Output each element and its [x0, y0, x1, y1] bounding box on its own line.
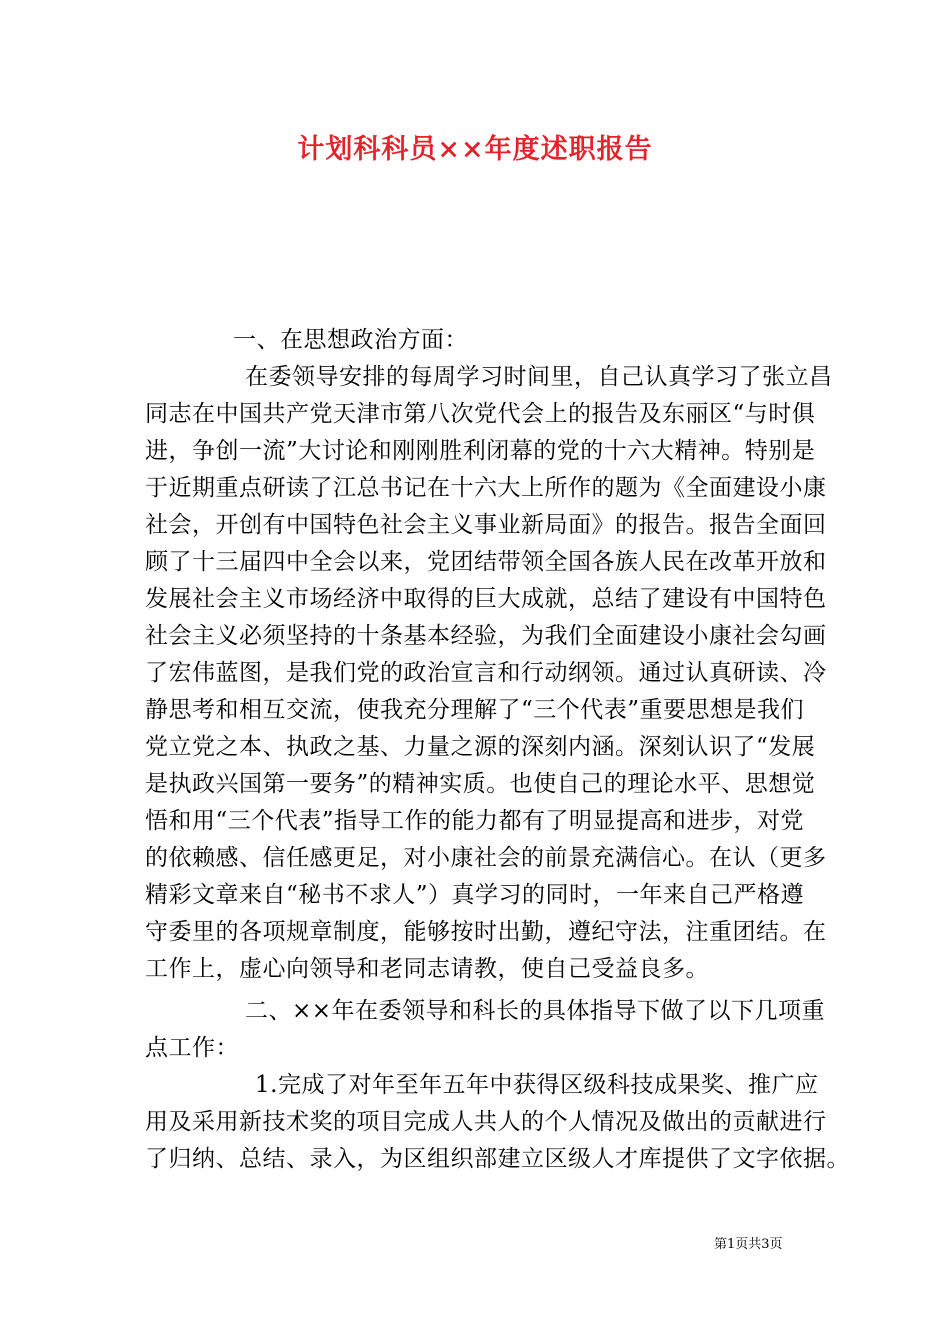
list-item-line: 了归纳、总结、录入，为区组织部建立区级人才库提供了文字依据。: [145, 1146, 850, 1172]
section-heading-2: 二、××年在委领导和科长的具体指导下做了以下几项重: [245, 998, 826, 1024]
section-heading-2-cont: 点工作：: [145, 1035, 239, 1061]
paragraph-line: 顾了十三届四中全会以来，党团结带领全国各族人民在改革开放和: [145, 549, 827, 575]
paragraph-line: 社会主义必须坚持的十条基本经验，为我们全面建设小康社会勾画: [145, 623, 827, 649]
paragraph-line: 悟和用“三个代表”指导工作的能力都有了明显提高和进步，对党: [145, 808, 805, 834]
paragraph-line: 于近期重点研读了江总书记在十六大上所作的题为《全面建设小康: [145, 475, 827, 501]
paragraph-line: 社会，开创有中国特色社会主义事业新局面》的报告。报告全面回: [145, 512, 827, 538]
paragraph-line: 进，争创一流”大讨论和刚刚胜利闭幕的党的十六大精神。特别是: [145, 438, 816, 464]
list-item-line: 1.完成了对年至年五年中获得区级科技成果奖、推广应: [255, 1072, 819, 1098]
paragraph-line: 精彩文章来自“秘书不求人”）真学习的同时，一年来自己严格遵: [145, 882, 805, 908]
document-title: 计划科科员××年度述职报告: [297, 134, 653, 165]
section-heading-1: 一、在思想政治方面：: [233, 327, 468, 353]
paragraph-line: 的依赖感、信任感更足，对小康社会的前景充满信心。在认（更多: [145, 845, 827, 871]
paragraph-line: 在委领导安排的每周学习时间里，自己认真学习了张立昌: [245, 364, 833, 390]
paragraph-line: 党立党之本、执政之基、力量之源的深刻内涵。深刻认识了“发展: [145, 734, 816, 760]
paragraph-line: 同志在中国共产党天津市第八次党代会上的报告及东丽区“与时俱: [145, 401, 816, 427]
paragraph-line: 发展社会主义市场经济中取得的巨大成就，总结了建设有中国特色: [145, 586, 827, 612]
paragraph-line: 了宏伟蓝图，是我们党的政治宣言和行动纲领。通过认真研读、冷: [145, 660, 827, 686]
list-item-line: 用及采用新技术奖的项目完成人共人的个人情况及做出的贡献进行: [145, 1109, 827, 1135]
paragraph-line: 静思考和相互交流，使我充分理解了“三个代表”重要思想是我们: [145, 697, 805, 723]
paragraph-line: 守委里的各项规章制度，能够按时出勤，遵纪守法，注重团结。在: [145, 919, 827, 945]
paragraph-line: 是执政兴国第一要务”的精神实质。也使自己的理论水平、思想觉: [145, 771, 816, 797]
paragraph-line: 工作上，虚心向领导和老同志请教，使自己受益良多。: [145, 956, 709, 982]
page-number: 第1页共3页: [714, 1237, 783, 1252]
